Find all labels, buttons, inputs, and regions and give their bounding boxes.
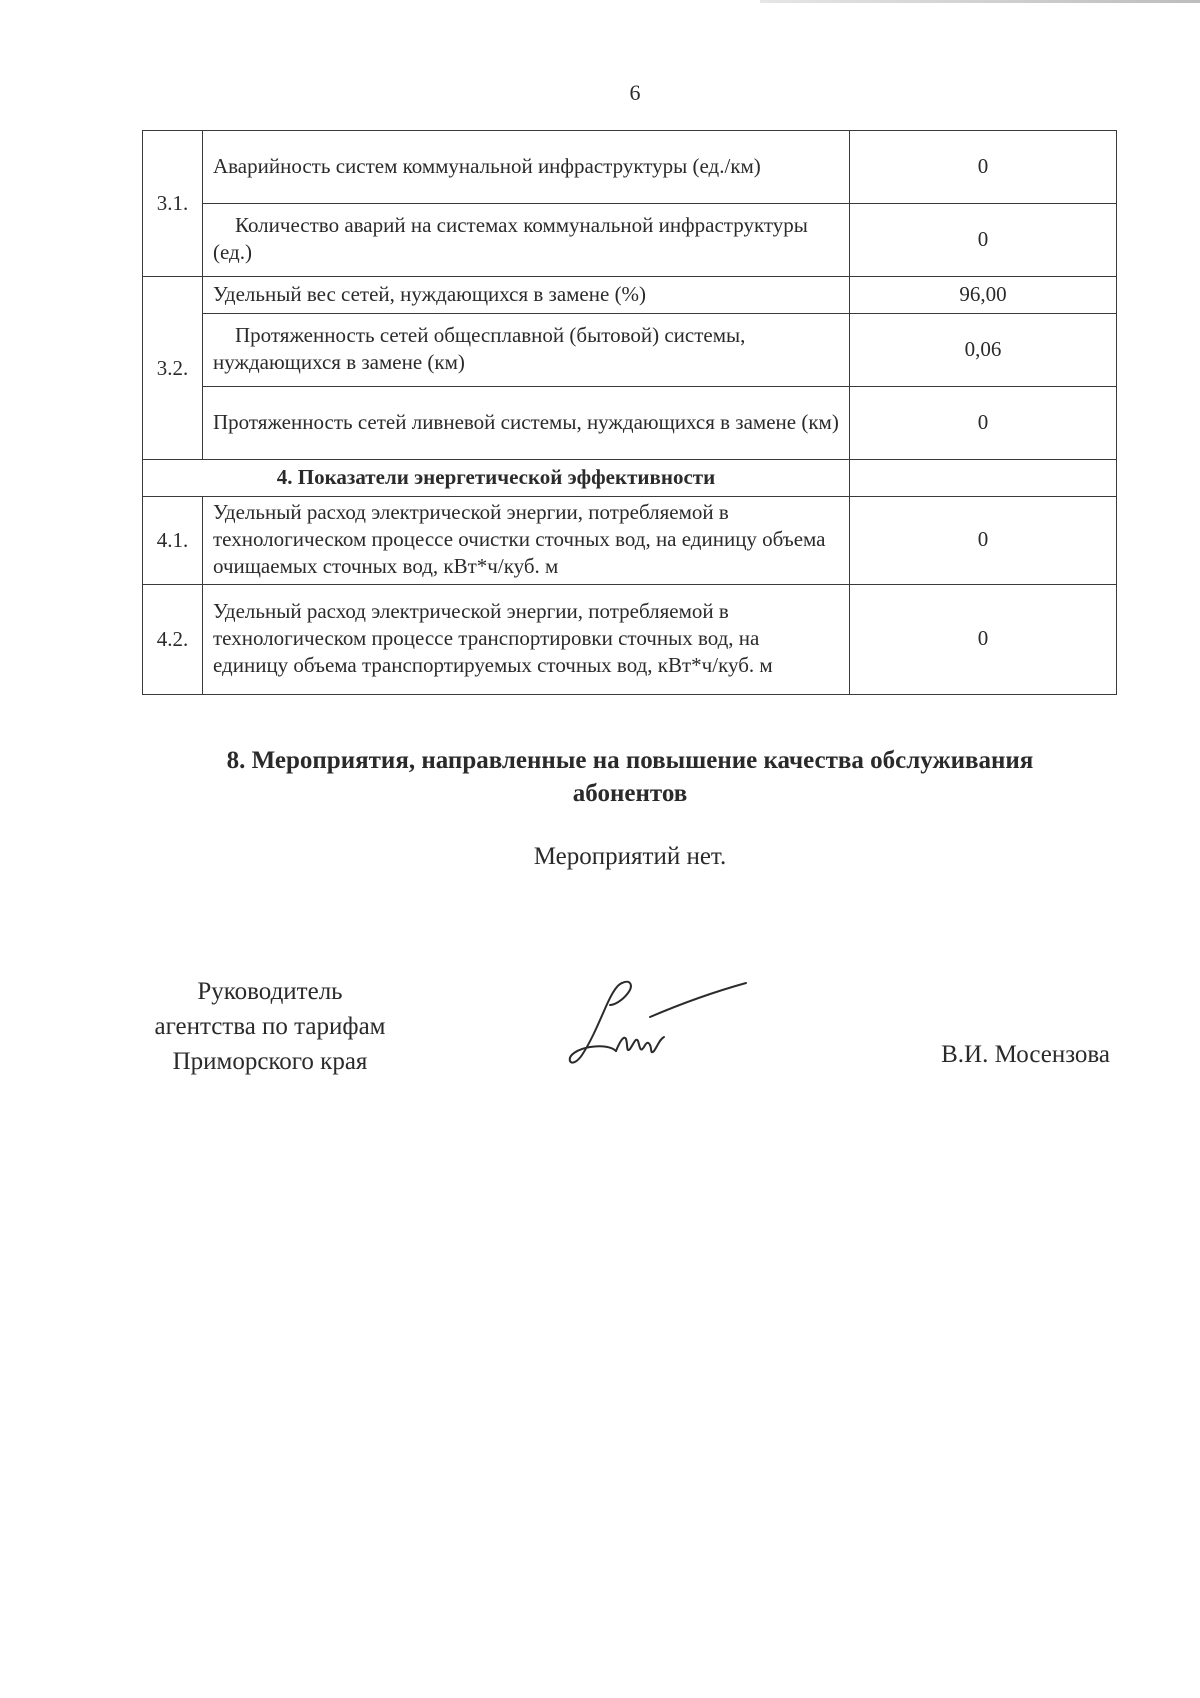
row-description: Удельный расход электрической энергии, потребляемой в технологическом процессе транспортировки сточных вод, на единицу объема транспортируемых сточных вод, кВт*ч/куб. м <box>203 584 850 694</box>
row-number: 3.2. <box>143 277 203 460</box>
row-value: 0 <box>850 204 1117 277</box>
row-number: 4.1. <box>143 497 203 585</box>
row-value: 0 <box>850 584 1117 694</box>
row-value: 0 <box>850 497 1117 585</box>
table-row <box>143 277 1117 314</box>
signer-name: В.И. Мосензова <box>941 1041 1110 1068</box>
section-8-body: Мероприятий нет. <box>533 843 727 870</box>
row-value: 0 <box>850 387 1117 460</box>
table-row <box>143 131 1117 204</box>
row-value-empty <box>850 460 1117 497</box>
table-row <box>143 314 1117 387</box>
table-row <box>143 204 1117 277</box>
row-description <box>203 314 850 387</box>
row-description-text: Протяженность сетей общесплавной (бытовой) системы, нуждающихся в замене (км) <box>213 323 746 374</box>
section-heading: 4. Показатели энергетической эффективности <box>143 460 850 497</box>
page-number: 6 <box>629 80 641 105</box>
signer-title-line: Руководитель <box>197 978 343 1005</box>
row-number: 4.2. <box>143 584 203 694</box>
scan-edge-line <box>760 0 1200 3</box>
table-row <box>143 584 1117 694</box>
handwritten-signature <box>560 975 760 1075</box>
row-description: Удельный расход электрической энергии, потребляемой в технологическом процессе очистки сточных вод, на единицу объема очищаемых сточных вод, кВт*ч/куб. м <box>203 497 850 585</box>
row-description: Аварийность систем коммунальной инфраструктуры (ед./км) <box>203 131 850 204</box>
row-description-text: Количество аварий на системах коммунальной инфраструктуры (ед.) <box>213 213 808 264</box>
section-8-title: 8. Мероприятия, направленные на повышение качества обслуживания абонентов <box>226 747 1034 807</box>
signer-title-line: Приморского края <box>172 1048 368 1075</box>
row-value: 0 <box>850 131 1117 204</box>
row-value: 96,00 <box>850 277 1117 314</box>
row-number: 3.1. <box>143 131 203 277</box>
signer-title-line: агентства по тарифам <box>154 1013 386 1040</box>
row-description: Протяженность сетей ливневой системы, нуждающихся в замене (км) <box>203 387 850 460</box>
row-value: 0,06 <box>850 314 1117 387</box>
row-description <box>203 204 850 277</box>
table-row <box>143 497 1117 585</box>
indicators-table <box>142 130 1117 695</box>
table-row <box>143 387 1117 460</box>
row-description: Удельный вес сетей, нуждающихся в замене (%) <box>203 277 850 314</box>
table-section-row <box>143 460 1117 497</box>
signer-title <box>120 974 420 1079</box>
